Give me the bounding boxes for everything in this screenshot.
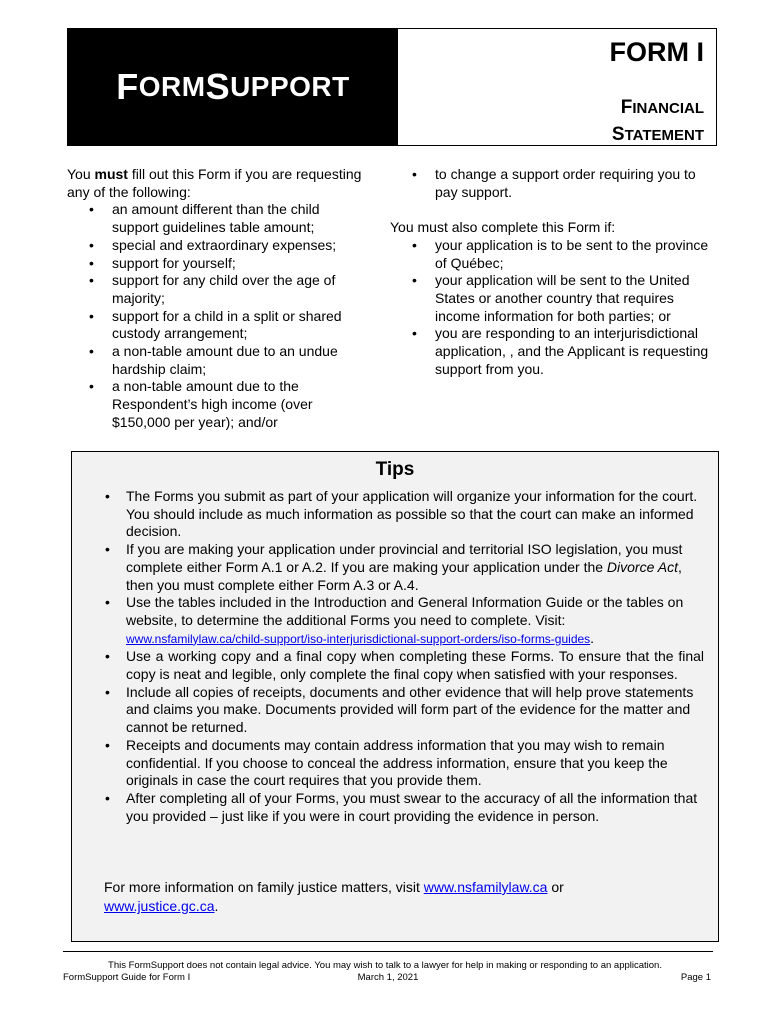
footer-page-number: Page 1 (680, 972, 711, 983)
form-header (67, 28, 717, 146)
brand-text-upport: UPPORT (230, 71, 350, 102)
list-item: • a non-table amount due to an undue hardship claim; (67, 343, 367, 378)
footer-guide-name: FormSupport Guide for Form I (63, 972, 191, 983)
brand-logo (68, 29, 398, 145)
form-title-box (398, 29, 716, 145)
tip-text: , then you must complete either Form A.3 or A.4. (126, 558, 682, 593)
more-info-text: For more information on family justice matters, visit (104, 879, 424, 895)
list-item: • support for a child in a split or shared custody arrangement; (67, 308, 367, 343)
list-item: • support for any child over the age of majority; (67, 272, 367, 307)
brand-text-orm: ORM (138, 71, 206, 102)
tips-heading: Tips (375, 459, 415, 480)
list-item: • an amount different than the child support guidelines table amount; (67, 201, 367, 236)
request-list (67, 201, 367, 431)
list-item: • you are responding to an interjurisdictional application, , and the Applicant is requesting support from you. (390, 325, 715, 378)
footer-date: March 1, 2021 (357, 972, 419, 983)
intro-must: must (94, 166, 128, 182)
intro-you: You (67, 166, 95, 182)
list-item: • a non-table amount due to the Respondent’s high income (over $150,000 per year); and/or (67, 378, 367, 431)
footer-divider (63, 951, 713, 952)
tip-item: • Include all copies of receipts, documents and other evidence that will help prove statements and claims you make. Documents provided will form part of the evidence for the matter and cannot be returned. (72, 684, 718, 737)
more-info (104, 878, 664, 916)
tip-text: Use the tables included in the Introduction and General Information Guide or the tables on website, to determine the additional Forms you need to complete. Visit: (126, 594, 684, 628)
also-list (390, 237, 715, 379)
request-list-continued (390, 166, 715, 201)
tip-item: • After completing all of your Forms, you must swear to the accuracy of all the information that you provided – just like if you were in court providing the evidence in person. (72, 790, 718, 825)
list-item: • your application is to be sent to the province of Québec; (390, 237, 715, 272)
tips-list (72, 488, 718, 825)
tip-item: • Use the tables included in the Introduction and General Information Guide or the tables on website, to determine the additional Forms you need to complete. Visit: www.nsfamilylaw.ca/child-support/iso-interjurisdictional-support-orders/iso-forms-guides. (72, 594, 718, 648)
justice-link[interactable]: www.justice.gc.ca (104, 898, 215, 914)
tip-item: • Receipts and documents may contain address information that you may wish to remain confidential. If you choose to conceal the address information, ensure that you keep the originals in case the court requires that you provide them. (72, 737, 718, 790)
brand-letter-f: F (116, 66, 139, 107)
intro-paragraph (67, 166, 367, 201)
nsfamilylaw-link[interactable]: www.nsfamilylaw.ca (423, 879, 548, 895)
title-s: S (611, 124, 625, 145)
list-item: • special and extraordinary expenses; (67, 237, 367, 255)
iso-forms-link[interactable]: www.nsfamilylaw.ca/child-support/iso-interjurisdictional-support-orders/iso-forms-guides (126, 631, 591, 646)
also-intro: You must also complete this Form if: (390, 219, 616, 236)
list-item: • to change a support order requiring you to pay support. (390, 166, 715, 201)
left-column (67, 166, 367, 432)
intro-rest: fill out this Form if you are requesting any of the following: (67, 166, 362, 200)
title-inancial: INANCIAL (632, 100, 704, 117)
list-item: • support for yourself; (67, 255, 367, 273)
tip-item (72, 541, 718, 594)
more-info-end: . (214, 898, 219, 914)
form-id: FORM I (609, 37, 704, 67)
title-tatement: TATEMENT (624, 127, 704, 144)
footer-disclaimer: This FormSupport does not contain legal advice. You may wish to talk to a lawyer for help in making or responding to an application. (108, 960, 662, 971)
tip-item: • Use a working copy and a final copy when completing these Forms. To ensure that the final copy is neat and legible, only complete the final copy when satisfied with your responses. (72, 648, 718, 683)
list-item: • your application will be sent to the United States or another country that requires income information for both parties; or (390, 272, 715, 325)
brand-letter-s: S (205, 66, 231, 107)
tips-box (71, 451, 719, 942)
right-column (390, 166, 715, 378)
tip-item: • The Forms you submit as part of your application will organize your information for the court. You should include as much information as possible so that the court can make an informed decision. (72, 488, 718, 541)
tip-divorce-act: Divorce Act (606, 558, 678, 575)
more-info-or: or (547, 879, 564, 895)
tip-text: If you are making your application under provincial and territorial ISO legislation, you must complete either Form A.1 or A.2. If you are making your application under the (126, 541, 683, 575)
title-f: F (620, 97, 633, 118)
form-title (612, 95, 704, 149)
